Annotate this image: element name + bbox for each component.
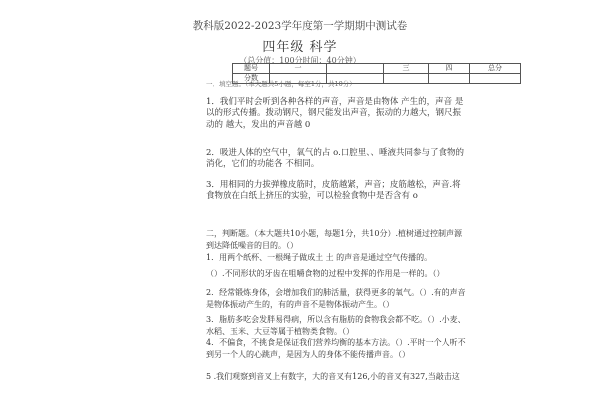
judge-item: 2．经常锻炼身体，会增加我们的肺活量，获得更多的氧气。（）.有的声音是物体振动产生的，有的声音不是物体振动产生。（） xyxy=(206,288,466,309)
judge-item: 5 .我们观察到音叉上有数字，大的音叉有126,小的音叉有327,当敲击这 xyxy=(206,372,460,381)
score-cell: 题号 xyxy=(233,64,270,74)
score-cell xyxy=(384,74,429,84)
score-cell xyxy=(429,74,470,84)
section2-heading: 二，判断题。（本大题共10小题，每题1分，共10分）.植树通过控制声源到达降低噪音的目的。（） xyxy=(206,229,462,250)
score-cell: 总分 xyxy=(470,64,521,74)
score-cell: 一 xyxy=(270,64,327,74)
judge-item: 4．不偏食，不挑食是保证我们营养均衡的基本方法。（）.平时一个人听不到另一个人的心跳声，是因为人的身体不能传播声音。（） xyxy=(206,338,466,359)
fill-question-1: 1．我们平时会听到各种各样的声音，声音是由物体 产生的，声音 是以的形式传播。拨动钢尺，钢尺能发出声音，振动的力越大，钢尺振动的 越大，发出的声音越 0 xyxy=(206,97,464,130)
exam-subtitle: 四年级 科学 xyxy=(262,40,338,55)
score-cell: 四 xyxy=(429,64,470,74)
exam-title: 教科版2022-2023学年度第一学期期中测试卷 xyxy=(192,20,408,32)
fill-question-3: 3．用相同的力拔弹橡皮筋时，皮筋越紧，声音；皮筋越松，声音.将食物放在白纸上挤压的实验，可以检验食物中是否含有 o xyxy=(206,180,461,202)
score-info: （总分值：100分时间：40分钟） xyxy=(239,56,361,65)
score-cell xyxy=(470,74,521,84)
fill-question-2: 2．吸进人体的空气中，氧气的占 o.口腔里、、唾液共同参与了食物的消化，它们的功能各 不相同。 xyxy=(206,148,465,170)
score-cell: 三 xyxy=(384,64,429,74)
judge-item: 1．用两个纸杯、一根绳子做成土 土 的声音是通过空气传播的。 xyxy=(206,253,433,262)
judge-item: 3．脂肪多吃会发胖易得病，所以含有脂肪的食物我会都不吃。（）.小麦、水稻、玉米、大豆等属于植物类食物。（） xyxy=(206,315,466,336)
score-cell xyxy=(327,64,384,74)
section1-heading: 一．填空题。（本大题共5小题，每空1分，共10分） xyxy=(206,80,356,88)
score-cell: 分数 xyxy=(233,74,270,84)
judge-item: （）.不同形状的牙齿在咀嚼食物的过程中发挥的作用是一样的。（） xyxy=(206,269,445,278)
score-table-header-row xyxy=(233,64,521,74)
